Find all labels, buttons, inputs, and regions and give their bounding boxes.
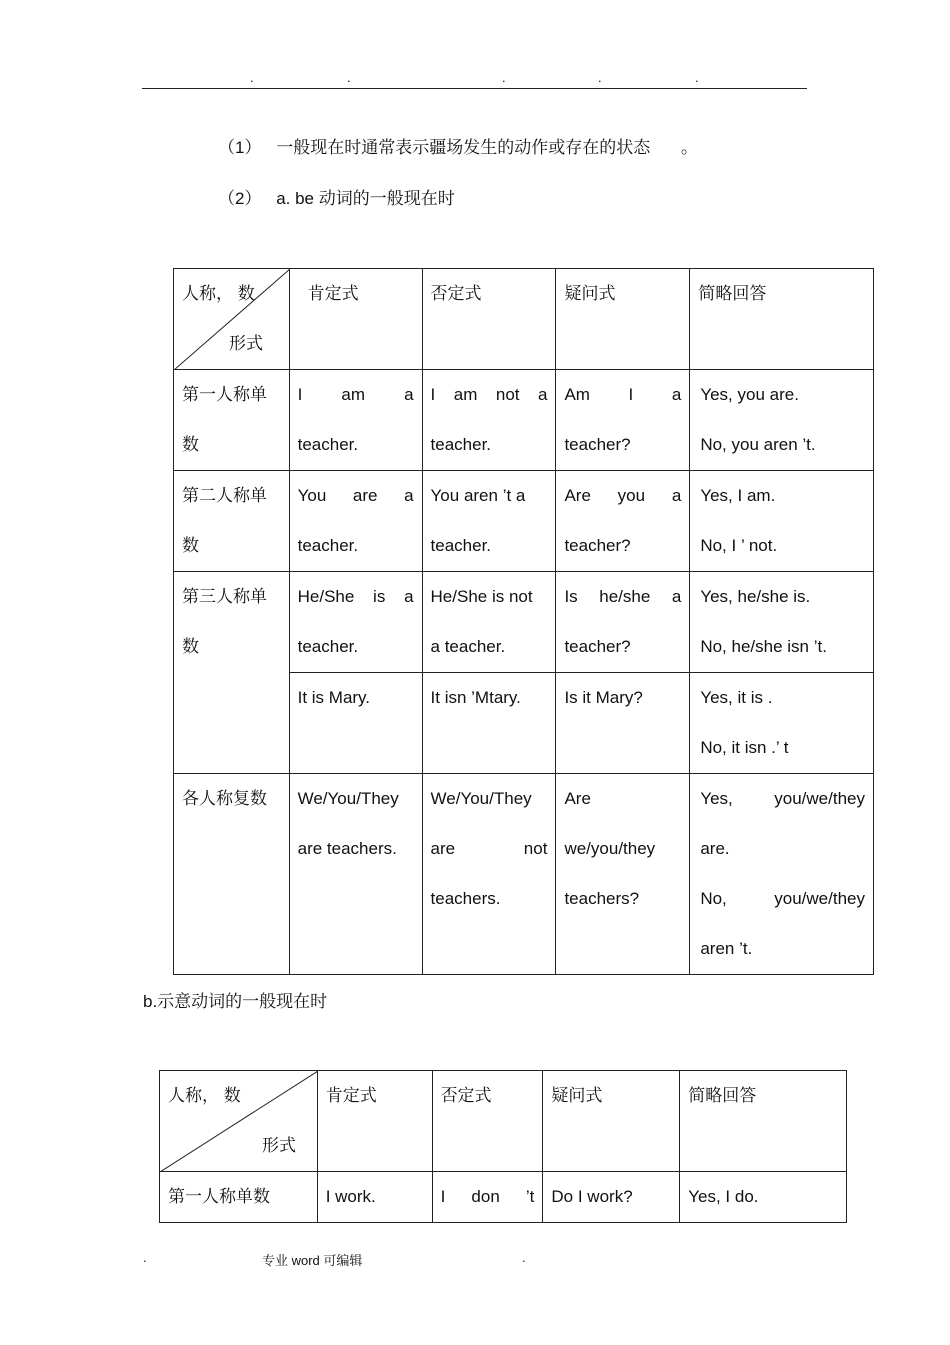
diagonal-header-cell xyxy=(174,269,290,370)
negative-cell: It isn ’Mtary. xyxy=(422,673,556,774)
header-interrogative: 疑问式 xyxy=(543,1071,680,1172)
negative-cell: I am not a teacher. xyxy=(422,370,556,471)
interrogative-cell: Are you a teacher? xyxy=(556,471,690,572)
footer-text: 专业 word 可编辑 xyxy=(262,1253,363,1268)
header-affirmative: 肯定式 xyxy=(317,1071,432,1172)
header-negative: 否定式 xyxy=(432,1071,543,1172)
header-person-number: 人称， 数 xyxy=(182,284,255,303)
header-dot: . xyxy=(502,70,506,85)
paragraph-2-text: a. be 动词的一般现在时 xyxy=(276,189,455,208)
be-verb-table xyxy=(173,268,874,975)
paragraph-1-end: 。 xyxy=(680,138,698,157)
negative-cell: We/You/They are not teachers. xyxy=(422,774,556,975)
interrogative-cell: Is it Mary? xyxy=(556,673,690,774)
header-dot: . xyxy=(598,70,602,85)
short-answer-cell: Yes, he/she is. No, he/she isn ’t. xyxy=(690,572,874,673)
table-row xyxy=(174,572,874,673)
affirmative-cell: We/You/They are teachers. xyxy=(289,774,422,975)
table-row xyxy=(160,1172,847,1223)
affirmative-cell: He/She is a teacher. xyxy=(289,572,422,673)
table-row xyxy=(174,471,874,572)
header-dot: . xyxy=(347,70,351,85)
table-header-row xyxy=(160,1071,847,1172)
header-affirmative: 肯定式 xyxy=(289,269,422,370)
header-dot: . xyxy=(250,70,254,85)
header-dots xyxy=(0,70,950,90)
affirmative-cell: It is Mary. xyxy=(289,673,422,774)
paragraph-1 xyxy=(218,133,698,158)
header-negative: 否定式 xyxy=(422,269,556,370)
header-short-answer: 简略回答 xyxy=(690,269,874,370)
short-answer-cell: Yes, I do. xyxy=(680,1172,847,1223)
header-interrogative: 疑问式 xyxy=(556,269,690,370)
person-cell: 第一人称单数 xyxy=(160,1172,318,1223)
header-short-answer: 简略回答 xyxy=(680,1071,847,1172)
affirmative-cell: I work. xyxy=(317,1172,432,1223)
interrogative-cell: Do I work? xyxy=(543,1172,680,1223)
interrogative-cell: Are we/you/they teachers? xyxy=(556,774,690,975)
notional-verb-table xyxy=(159,1070,847,1223)
negative-cell: He/She is not a teacher. xyxy=(422,572,556,673)
short-answer-cell: Yes, I am. No, I ’ not. xyxy=(690,471,874,572)
table-row xyxy=(174,774,874,975)
header-person-number: 人称， 数 xyxy=(168,1086,241,1105)
header-rule xyxy=(142,88,807,89)
table-row xyxy=(174,370,874,471)
person-cell: 第二人称单 数 xyxy=(174,471,290,572)
person-cell: 各人称复数 xyxy=(174,774,290,975)
person-cell: 第一人称单 数 xyxy=(174,370,290,471)
person-cell: 第三人称单 数 xyxy=(174,572,290,774)
paragraph-2 xyxy=(218,184,455,209)
header-dot: . xyxy=(695,70,699,85)
short-answer-cell: Yes, it is . No, it isn .’ t xyxy=(690,673,874,774)
paragraph-2-number: （2） xyxy=(218,189,262,208)
short-answer-cell: Yes, you are. No, you aren ’t. xyxy=(690,370,874,471)
section-b-title: b.示意动词的一般现在时 xyxy=(143,992,328,1011)
table-header-row xyxy=(174,269,874,370)
affirmative-cell: I am a teacher. xyxy=(289,370,422,471)
paragraph-1-number: （1） xyxy=(218,138,262,157)
interrogative-cell: Am I a teacher? xyxy=(556,370,690,471)
diagonal-header-cell xyxy=(160,1071,318,1172)
header-form: 形式 xyxy=(229,334,263,353)
affirmative-cell: You are a teacher. xyxy=(289,471,422,572)
negative-cell: I don ’t xyxy=(432,1172,543,1223)
negative-cell: You aren ’t a teacher. xyxy=(422,471,556,572)
footer-dot-right: . xyxy=(522,1250,526,1265)
short-answer-cell: Yes, you/we/they are. No, you/we/they aren ’t. xyxy=(690,774,874,975)
paragraph-1-text: 一般现在时通常表示疆场发生的动作或存在的状态 xyxy=(276,138,651,157)
footer-dot-left: . xyxy=(143,1250,147,1265)
header-form: 形式 xyxy=(262,1136,296,1155)
interrogative-cell: Is he/she a teacher? xyxy=(556,572,690,673)
